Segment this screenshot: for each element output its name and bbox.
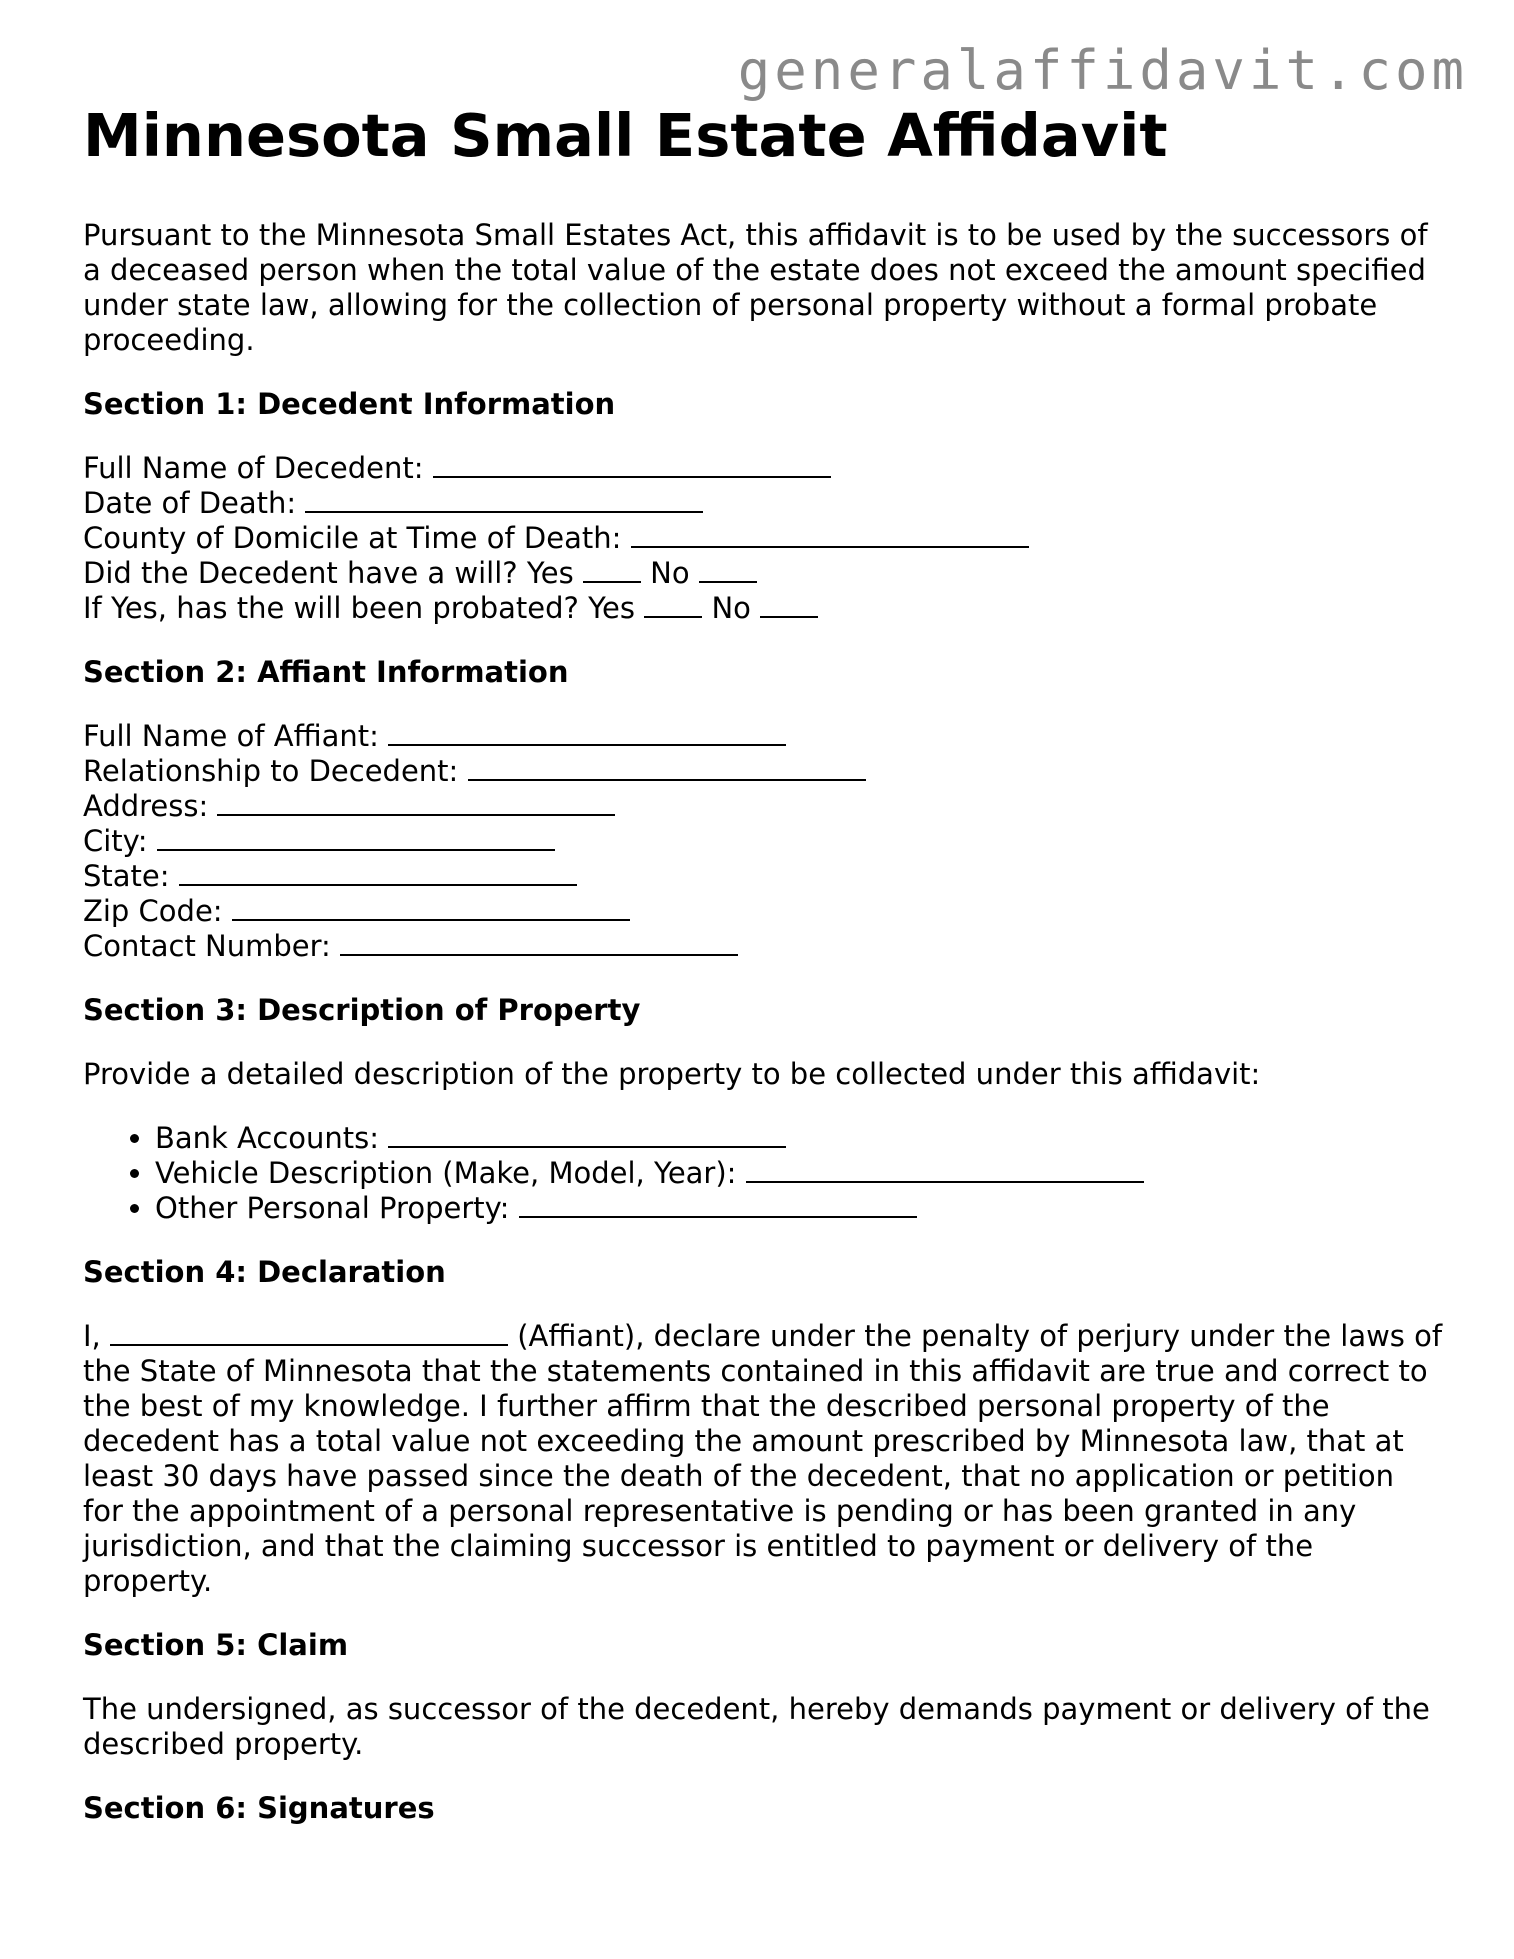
will-yes-label: Yes — [526, 555, 574, 590]
probated-no-blank[interactable] — [760, 591, 818, 618]
affiant-name-label: Full Name of Affiant: — [83, 718, 379, 753]
contact-label: Contact Number: — [83, 928, 331, 963]
other-property-blank[interactable] — [519, 1191, 917, 1218]
decedent-name-line — [83, 451, 1443, 486]
will-yes-blank[interactable] — [583, 556, 641, 583]
declaration-prefix: I, — [83, 1318, 101, 1353]
date-of-death-label: Date of Death: — [83, 485, 297, 520]
zip-label: Zip Code: — [83, 893, 223, 928]
intro-paragraph: Pursuant to the Minnesota Small Estates Act, this affidavit is to be used by the successors of a deceased person when the total value of the estate does not exceed the amount specified under state law, allowing for the collection of personal property without a formal probate proceeding. — [83, 217, 1428, 357]
probated-yes-blank[interactable] — [644, 591, 702, 618]
declaration-affiant-blank[interactable] — [110, 1319, 508, 1346]
relationship-label: Relationship to Decedent: — [83, 753, 459, 788]
will-question-line — [83, 556, 1443, 591]
list-item — [155, 1121, 1443, 1156]
state-label: State: — [83, 858, 170, 893]
date-of-death-blank[interactable] — [305, 486, 703, 513]
section-5-title: Section 5: Claim — [83, 1627, 349, 1662]
will-no-label: No — [650, 555, 690, 590]
property-list — [83, 1121, 1443, 1226]
address-label: Address: — [83, 788, 209, 823]
county-blank[interactable] — [631, 521, 1029, 548]
list-item — [155, 1191, 1443, 1226]
contact-blank[interactable] — [340, 929, 738, 956]
bank-accounts-label: Bank Accounts: — [155, 1120, 380, 1155]
will-question-label: Did the Decedent have a will? — [83, 555, 518, 590]
section-3-instruction: Provide a detailed description of the property to be collected under this affidavit: — [83, 1056, 1261, 1091]
relationship-blank[interactable] — [468, 754, 866, 781]
list-item — [155, 1156, 1443, 1191]
section-3-title: Section 3: Description of Property — [83, 992, 641, 1027]
affiant-name-blank[interactable] — [388, 719, 786, 746]
county-label: County of Domicile at Time of Death: — [83, 520, 622, 555]
city-label: City: — [83, 823, 148, 858]
decedent-name-blank[interactable] — [433, 451, 831, 478]
declaration-paragraph — [83, 1319, 1443, 1599]
other-property-label: Other Personal Property: — [155, 1190, 510, 1225]
vehicle-label: Vehicle Description (Make, Model, Year): — [155, 1155, 737, 1190]
watermark: generalaffidavit.com — [737, 39, 1468, 102]
probated-question-label: If Yes, has the will been probated? — [83, 590, 579, 625]
will-no-blank[interactable] — [699, 556, 757, 583]
probated-question-line — [83, 591, 1443, 626]
claim-paragraph: The undersigned, as successor of the decedent, hereby demands payment or delivery of the described property. — [83, 1691, 1430, 1761]
probated-yes-label: Yes — [588, 590, 635, 625]
address-line — [83, 789, 1443, 824]
affiant-name-line — [83, 719, 1443, 754]
declaration-text: (Affiant), declare under the penalty of perjury under the laws of the State of Minnesota that the statements contained in this affidavit are true and correct to the best of my knowledge. I further affirm that the described personal property of the decedent has a total value not exceeding the amount prescribed by Minnesota law, that at least 30 days have passed since the death of the decedent, that no application or petition for the appointment of a personal representative is pending or has been granted in any jurisdiction, and that the claiming successor is entitled to payment or delivery of the property. — [83, 1318, 1443, 1598]
city-blank[interactable] — [157, 824, 555, 851]
date-of-death-line — [83, 486, 1443, 521]
contact-line — [83, 929, 1443, 964]
zip-line — [83, 894, 1443, 929]
address-blank[interactable] — [217, 789, 615, 816]
state-blank[interactable] — [179, 859, 577, 886]
zip-blank[interactable] — [232, 894, 630, 921]
bank-accounts-blank[interactable] — [388, 1121, 786, 1148]
document-page — [83, 102, 1443, 1855]
decedent-name-label: Full Name of Decedent: — [83, 450, 424, 485]
section-1-fields — [83, 451, 1443, 626]
state-line — [83, 859, 1443, 894]
county-line — [83, 521, 1443, 556]
relationship-line — [83, 754, 1443, 789]
probated-no-label: No — [711, 590, 751, 625]
section-6-title: Section 6: Signatures — [83, 1790, 435, 1825]
section-4-title: Section 4: Declaration — [83, 1254, 446, 1289]
vehicle-blank[interactable] — [746, 1156, 1144, 1183]
section-1-title: Section 1: Decedent Information — [83, 386, 616, 421]
section-2-fields — [83, 719, 1443, 964]
city-line — [83, 824, 1443, 859]
section-2-title: Section 2: Affiant Information — [83, 654, 569, 689]
page-title: Minnesota Small Estate Affidavit — [83, 101, 1168, 170]
